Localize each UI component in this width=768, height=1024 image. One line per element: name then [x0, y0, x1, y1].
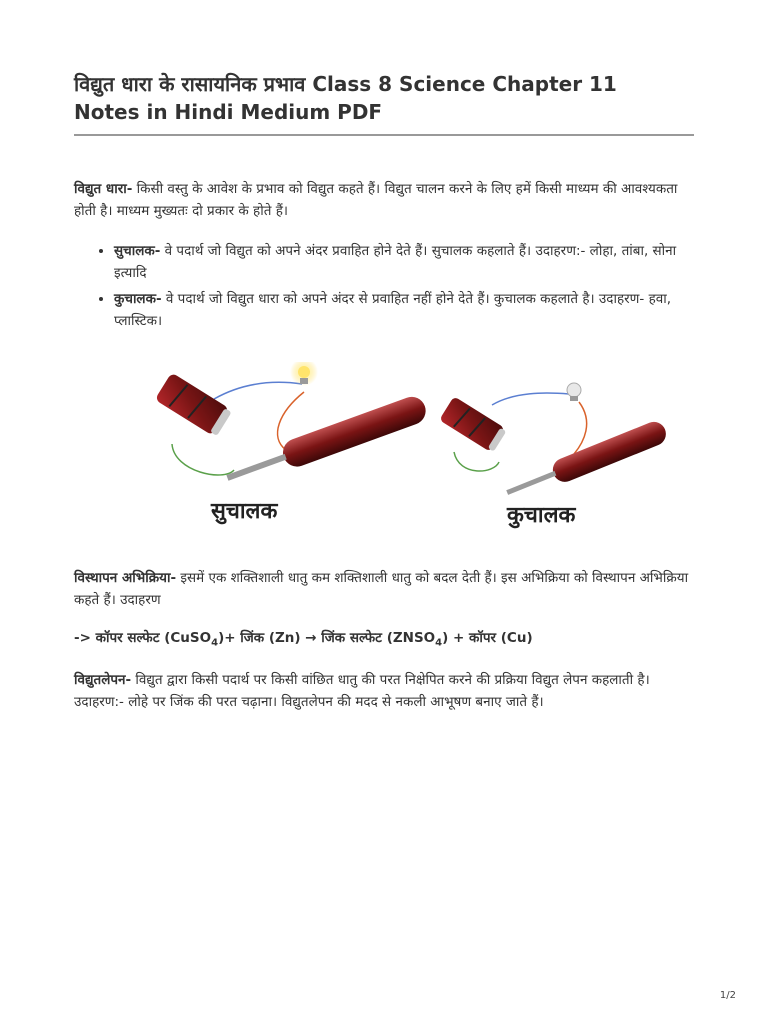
- intro-paragraph: [74, 178, 694, 222]
- displacement-paragraph: [74, 567, 694, 611]
- conductor-text: वे पदार्थ जो विद्युत को अपने अंदर प्रवाहित होने देते हैं। सुचालक कहलाते हैं। उदाहरण:- लोहा, तांबा, सोना इत्यादि: [114, 243, 677, 281]
- document-page: [74, 70, 694, 713]
- subscript: 4: [211, 637, 219, 649]
- conductor-list: [74, 240, 694, 332]
- displacement-text: इसमें एक शक्तिशाली धातु कम शक्तिशाली धातु को बदल देती हैं। इस अभिक्रिया को विस्थापन अभिक्रिया कहते हैं। उदाहरण: [74, 570, 689, 608]
- conductor-caption: सुचालक: [211, 499, 278, 524]
- displacement-term: विस्थापन अभिक्रिया-: [74, 570, 177, 586]
- battery-icon: [439, 396, 507, 453]
- equation-part: ) + कॉपर (Cu): [442, 630, 533, 646]
- page-number: 1/2: [719, 990, 736, 1001]
- electroplating-term: विद्युतलेपन-: [74, 671, 132, 688]
- conductor-term: सुचालक-: [114, 243, 161, 259]
- circuit-illustration: [74, 362, 694, 547]
- subscript: 4: [435, 637, 443, 649]
- intro-term: विद्युत धारा-: [74, 181, 133, 197]
- unlit-bulb-icon: [567, 383, 581, 401]
- right-circuit: [439, 383, 669, 504]
- list-item: [114, 288, 694, 332]
- insulator-term: कुचालक-: [114, 291, 162, 307]
- title-line-1: विद्युत धारा के रासायनिक प्रभाव Class 8 Science Chapter 11: [74, 72, 617, 96]
- insulator-caption: कुचालक: [507, 503, 576, 528]
- electroplating-paragraph: [74, 669, 694, 713]
- battery-icon: [155, 372, 233, 437]
- equation-part: )+ जिंक (Zn) → जिंक सल्फेट (ZNSO: [218, 630, 436, 646]
- screwdriver-icon: [223, 393, 430, 491]
- equation-part: -> कॉपर सल्फेट (CuSO: [74, 630, 212, 646]
- page-title: [74, 70, 694, 126]
- intro-text: किसी वस्तु के आवेश के प्रभाव को विद्युत कहते हैं। विद्युत चालन करने के लिए हमें किसी माध्यम की आवश्यकता होती है। माध्यम मुख्यतः दो प्रकार के होते हैं।: [74, 181, 678, 219]
- insulator-text: वे पदार्थ जो विद्युत धारा को अपने अंदर से प्रवाहित नहीं होने देते हैं। कुचालक कहलाते है। उदाहरण- हवा, प्लास्टिक।: [114, 291, 672, 329]
- title-divider: [74, 134, 694, 136]
- title-line-2: Notes in Hindi Medium PDF: [74, 100, 383, 124]
- list-item: [114, 240, 694, 284]
- conductor-figure: [74, 362, 694, 547]
- left-circuit: [155, 362, 430, 491]
- reaction-equation: [74, 627, 694, 655]
- electroplating-text: विद्युत द्वारा किसी पदार्थ पर किसी वांछित धातु की परत निक्षेपित करने की प्रक्रिया विद्युत लेपन कहलाती है। उदाहरण:- लोहे पर जिंक की परत चढ़ाना। विद्युतलेपन की मदद से नकली आभूषण बनाए जाते हैं।: [74, 671, 650, 710]
